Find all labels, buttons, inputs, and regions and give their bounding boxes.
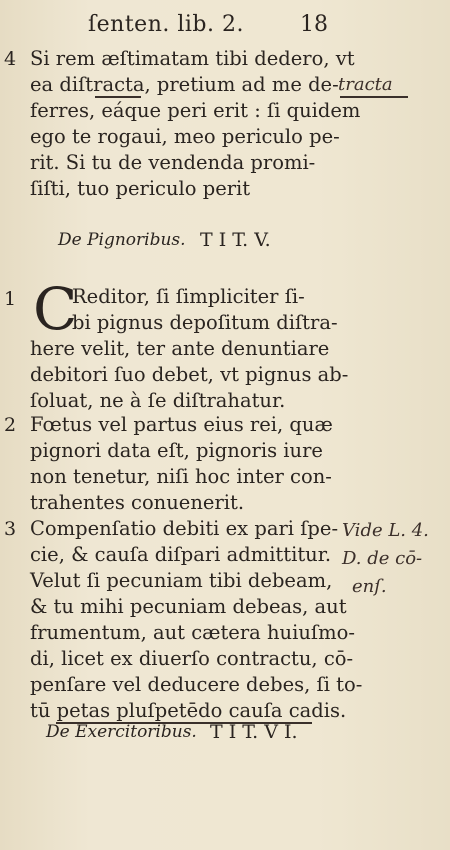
- paragraph-number: 4: [4, 48, 17, 70]
- text-line: di, licet ex diuerſo contractu, cō-: [30, 647, 354, 670]
- text-line: tū petas pluſpetēdo cauſa cadis.: [30, 699, 347, 722]
- text-line: pignori data eſt, pignoris iure: [30, 439, 323, 462]
- text-line: Compenſatio debiti ex pari ſpe-: [30, 517, 339, 540]
- margin-annotation: D. de cō-: [342, 548, 423, 569]
- text-line: frumentum, aut cætera huiuſmo-: [30, 621, 355, 644]
- text-line: ſoluat, ne à ſe diſtrahatur.: [30, 389, 286, 412]
- underline-mark: [95, 96, 141, 98]
- text-line: Reditor, ſi ſimpliciter ſi-: [72, 285, 305, 308]
- margin-annotation: Vide L. 4.: [342, 520, 429, 541]
- paragraph-number: 3: [4, 518, 17, 540]
- text-line: non tenetur, niſi hoc inter con-: [30, 465, 332, 488]
- text-line: cie, & cauſa diſpari admittitur.: [30, 543, 332, 566]
- text-line: Fœtus vel partus eius rei, quæ: [30, 413, 333, 436]
- section-title: [0, 226, 450, 254]
- text-line: Si rem æſtimatam tibi dedero, vt: [30, 47, 355, 70]
- title-roman: T I T. V I.: [210, 721, 298, 743]
- margin-annotation: tracta: [338, 74, 393, 95]
- text-line: ego te rogaui, meo periculo pe-: [30, 125, 340, 148]
- title-italic: De Pignoribus.: [58, 230, 186, 250]
- title-italic: De Exercitoribus.: [46, 722, 197, 742]
- drop-cap: C: [33, 275, 78, 343]
- text-line: trahentes conuenerit.: [30, 491, 245, 514]
- section-title: [0, 718, 450, 746]
- paragraph-number: 2: [4, 414, 17, 436]
- text-line: debitori ſuo debet, vt pignus ab-: [30, 363, 349, 386]
- text-line: rit. Si tu de vendenda promi-: [30, 151, 316, 174]
- text-line: & tu mihi pecuniam debeas, aut: [30, 595, 347, 618]
- page-number: 18: [300, 12, 328, 37]
- text-line: ſiſti, tuo periculo perit: [30, 177, 251, 200]
- underline-mark: [340, 96, 408, 98]
- text-line: penſare vel deducere debes, ſi to-: [30, 673, 363, 696]
- text-line: here velit, ter ante denuntiare: [30, 337, 330, 360]
- margin-annotation: enſ.: [352, 576, 387, 597]
- text-line: ea diſtracta, pretium ad me de-: [30, 73, 339, 96]
- text-line: bi pignus depoſitum diſtra-: [72, 311, 338, 334]
- running-header: [0, 12, 450, 40]
- text-line: ferres, eáque peri erit : ſi quidem: [30, 99, 361, 122]
- text-line: Velut ſi pecuniam tibi debeam,: [30, 569, 333, 592]
- title-roman: T I T. V.: [200, 229, 271, 251]
- paragraph-number: 1: [4, 288, 17, 310]
- running-head: ſenten. lib. 2.: [88, 12, 244, 37]
